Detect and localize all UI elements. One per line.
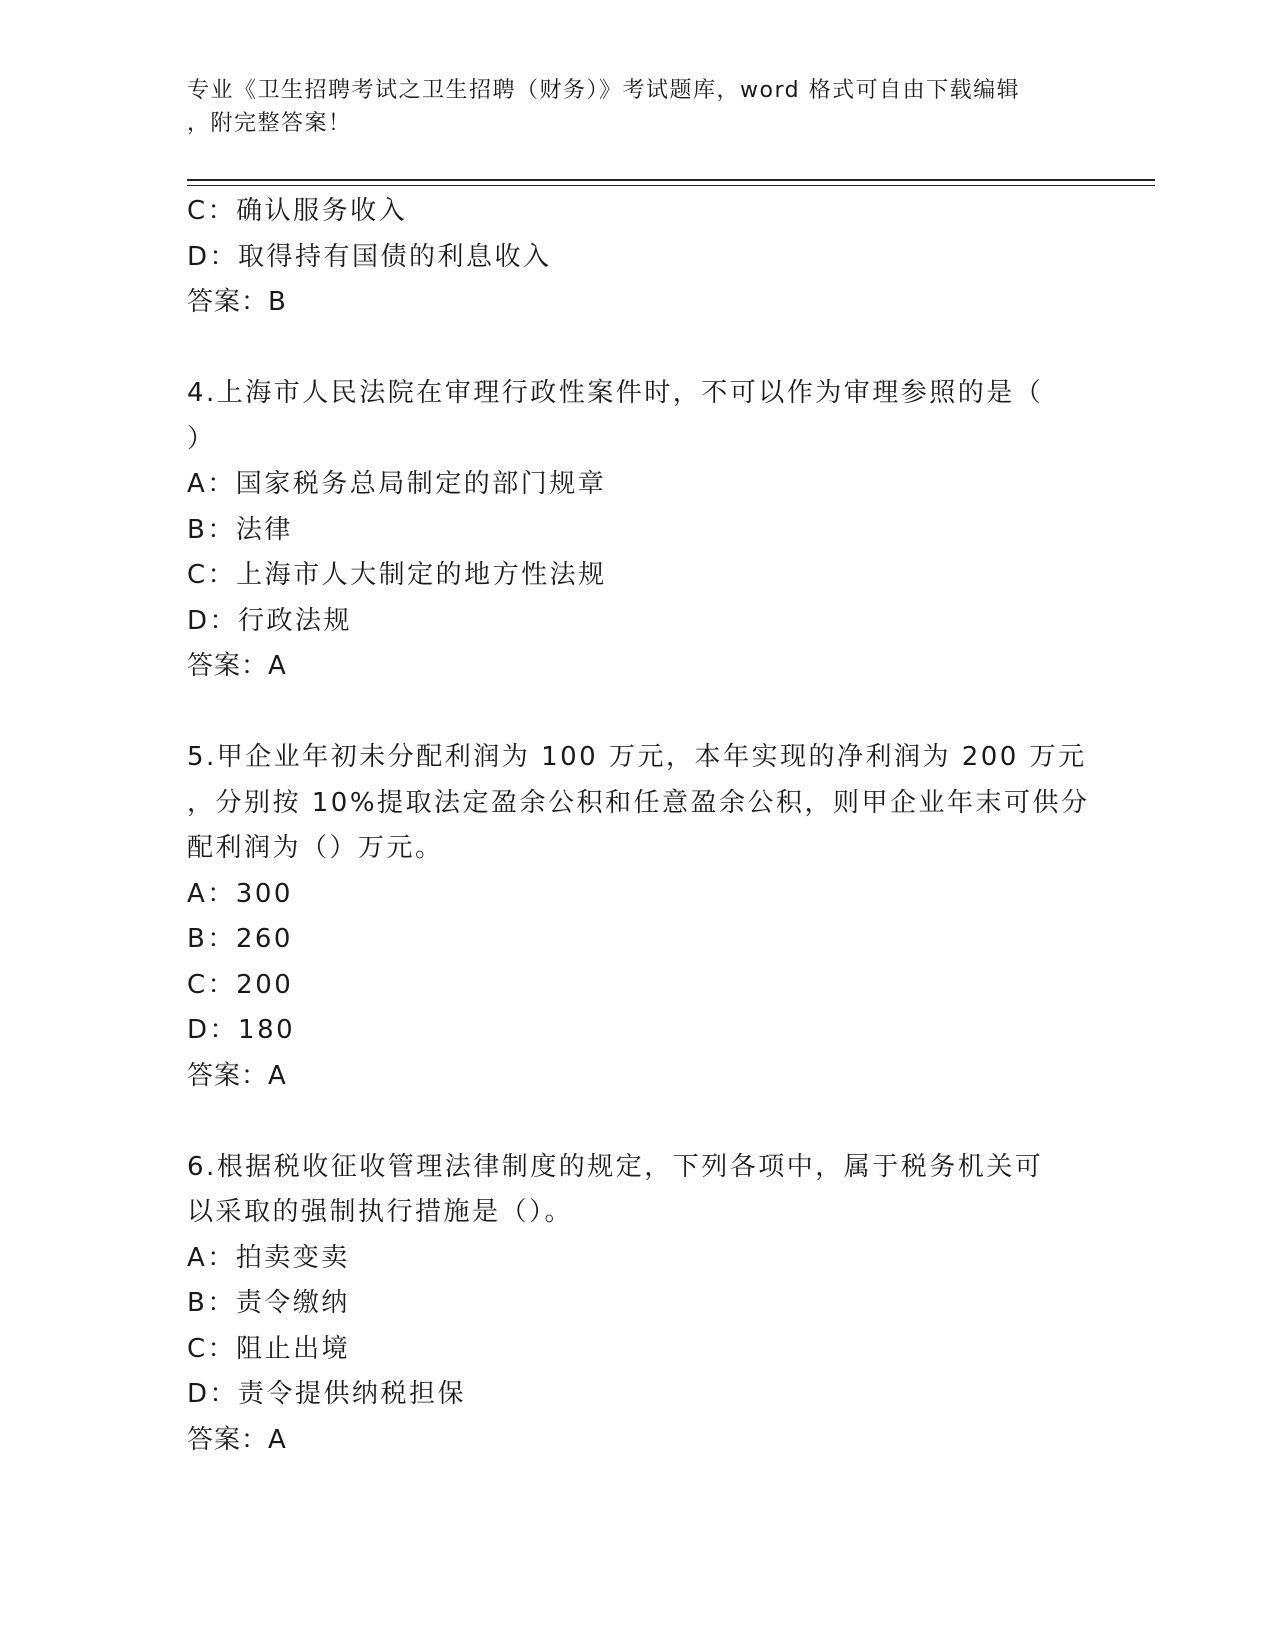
question-stem: 以采取的强制执行措施是（）。 — [187, 1197, 574, 1227]
option-c: C：阻止出境 — [187, 1333, 351, 1364]
option-a: A：300 — [187, 878, 293, 909]
option-c: C：上海市人大制定的地方性法规 — [187, 560, 607, 590]
header-title-line1: 专业《卫生招聘考试之卫生招聘（财务）》考试题库，word 格式可自由下载编辑 — [187, 78, 1021, 103]
question-5 — [187, 735, 1090, 1099]
question-4 — [187, 371, 1087, 690]
option-c: C：确认服务收入 — [187, 196, 408, 226]
option-a: A：国家税务总局制定的部门规章 — [187, 469, 607, 499]
option-c: C：200 — [187, 969, 294, 1000]
spacer — [187, 326, 1087, 372]
option-d: D：责令提供纳税担保 — [187, 1379, 467, 1409]
option-a: A：拍卖变卖 — [187, 1242, 350, 1273]
header-title-line2: ，附完整答案！ — [187, 111, 352, 136]
option-b: B：责令缴纳 — [187, 1288, 350, 1318]
spacer — [187, 1099, 1087, 1145]
answer: 答案：A — [187, 1060, 287, 1091]
question-6 — [187, 1145, 1087, 1464]
header-divider-thin — [187, 185, 1155, 186]
question-list — [187, 189, 1090, 1463]
document-header — [187, 74, 1087, 140]
answer: 答案：A — [187, 651, 287, 681]
answer: 答案：B — [187, 287, 287, 317]
question-stem: 5.甲企业年初未分配利润为 100 万元，本年实现的净利润为 200 万元 — [187, 742, 1087, 772]
question-stem: 4.上海市人民法院在审理行政性案件时，不可以作为审理参照的是（ — [187, 378, 1044, 408]
question-stem: ，分别按 10%提取法定盈余公积和任意盈余公积，则甲企业年末可供分 — [187, 787, 1090, 818]
answer: 答案：A — [187, 1424, 287, 1455]
question-stem: 6.根据税收征收管理法律制度的规定，下列各项中，属于税务机关可 — [187, 1151, 1044, 1182]
header-divider-thick — [187, 179, 1155, 181]
option-b: B：法律 — [187, 514, 293, 545]
option-b: B：260 — [187, 924, 293, 954]
question-stem: 配利润为（）万元。 — [187, 833, 444, 863]
option-d: D：180 — [187, 1015, 296, 1045]
question-stem: ） — [187, 423, 216, 454]
option-d: D：取得持有国债的利息收入 — [187, 241, 552, 272]
option-d: D：行政法规 — [187, 605, 353, 636]
spacer — [187, 690, 1087, 736]
question-3-tail — [187, 189, 1087, 326]
